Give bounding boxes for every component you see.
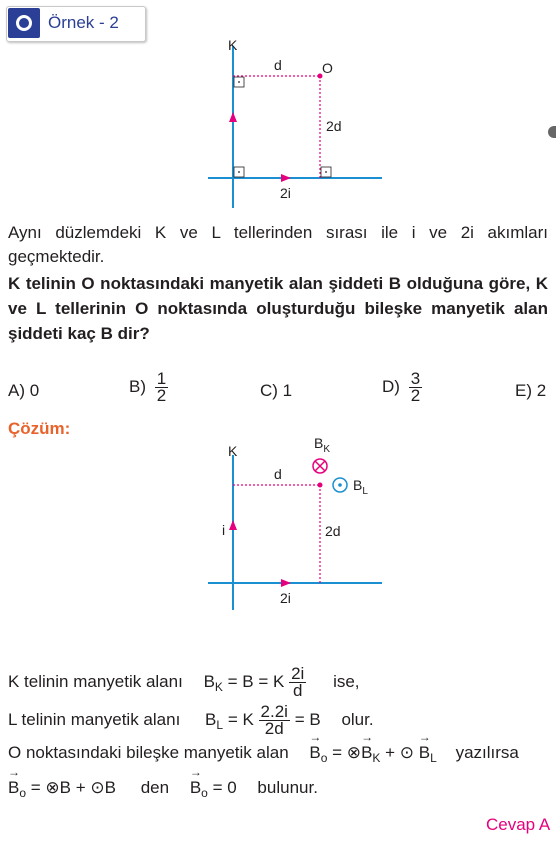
right-angle-dot [238, 81, 240, 83]
example-badge-icon [8, 8, 40, 38]
line1-text: K telinin manyetik alanı [8, 671, 183, 691]
line1-sub: K [214, 679, 223, 694]
line4-suffix: bulunur. [257, 778, 318, 797]
option-b[interactable] [129, 371, 168, 404]
current-arrow-l [281, 579, 291, 587]
line3-sub-l: L [430, 751, 437, 765]
answer-label: Cevap A [486, 815, 551, 834]
line4-eq: = ⊗B + ⊙B [30, 778, 116, 797]
solution-line-1 [8, 666, 360, 699]
line2-denominator: 2d [264, 719, 284, 738]
line3-sub-k: K [372, 751, 381, 765]
label-wire-k: K [228, 37, 238, 53]
option-b-denominator: 2 [156, 386, 167, 405]
line1-numerator: 2i [291, 664, 305, 683]
solution-line-4 [8, 778, 318, 800]
label-i: i [222, 522, 226, 538]
point-o [318, 483, 323, 488]
line3-vector-b: → B [309, 743, 320, 763]
label-2d: 2d [326, 118, 342, 134]
option-d-label: D) [382, 376, 400, 396]
label-wire-k: K [228, 443, 238, 459]
line4-den: den [140, 778, 170, 797]
option-d-fraction [409, 371, 422, 404]
into-page-symbol-icon [313, 459, 327, 473]
line1-bk: B [203, 671, 215, 691]
option-b-fraction [155, 371, 168, 404]
line1-eq: = B = K [227, 671, 285, 691]
option-d-numerator: 3 [410, 369, 421, 388]
line1-suffix: ise, [333, 671, 360, 691]
label-bl: $B_L$ [353, 477, 368, 497]
label-2i: 2i [280, 185, 291, 201]
option-d-denominator: 2 [410, 386, 421, 405]
solution-title: Çözüm: [8, 419, 71, 438]
out-of-page-symbol-icon [333, 478, 347, 492]
line4-sub-o: o [19, 786, 27, 800]
line4-sub-o2: o [201, 786, 208, 800]
current-arrow-k [229, 520, 237, 530]
example-title: Örnek - 2 [48, 13, 119, 32]
label-d: d [274, 57, 282, 73]
option-e[interactable]: E) 2 [515, 381, 547, 400]
line3-plus: + ⊙ [385, 743, 415, 762]
label-d: d [274, 466, 282, 482]
line3-vector-bl: → B [419, 743, 430, 763]
current-arrow-k [229, 112, 237, 122]
option-a[interactable]: A) 0 [8, 381, 40, 400]
line4-eq2: = 0 [212, 778, 237, 797]
solution-line-3 [8, 743, 519, 765]
label-2i: 2i [280, 590, 291, 606]
line4-vector-b: → B [8, 778, 19, 798]
line2-eq: = K [227, 709, 254, 729]
option-b-numerator: 1 [156, 369, 167, 388]
line2-eq2: = B [294, 709, 321, 729]
line1-denominator: d [292, 681, 303, 700]
line2-fraction [259, 704, 290, 737]
question-prompt: K telinin O noktasındaki manyetik alan şiddeti B olduğuna göre, K ve L tellerinin O noktasında oluşturduğu bileşke manyetik alan şiddeti kaç B dir? [8, 274, 548, 343]
label-point-o: O [322, 60, 333, 76]
line2-numerator: 2.2i [260, 702, 288, 721]
line2-suffix: olur. [341, 709, 374, 729]
line2-sub: L [216, 717, 224, 732]
option-d[interactable] [382, 371, 422, 404]
line2-text: L telinin manyetik alanı [8, 709, 181, 729]
line1-fraction [289, 666, 306, 699]
right-angle-dot [238, 171, 240, 173]
figure-wires-solution [190, 430, 390, 615]
right-angle-dot [325, 171, 327, 173]
line3-eq: = ⊗ [332, 743, 362, 762]
line3-vector-bk: → B [361, 743, 372, 763]
figure-wires-question [190, 36, 390, 212]
question-intro: Aynı düzlemdeki K ve L tellerinden sırası ile i ve 2i akımları geçmektedir. [8, 223, 548, 266]
line3-sub-o: o [320, 751, 328, 765]
page-edge-marker [548, 126, 556, 138]
line2-bl: B [205, 709, 217, 729]
option-c[interactable]: C) 1 [260, 381, 293, 400]
label-2d: 2d [325, 523, 341, 539]
line3-suffix: yazılırsa [455, 743, 519, 762]
line3-text: O noktasındaki bileşke manyetik alan [8, 743, 289, 762]
line4-vector-b2: → B [190, 778, 201, 798]
option-b-label: B) [129, 376, 146, 396]
label-bk: $B_K$ [314, 435, 331, 455]
current-arrow-l [281, 174, 291, 182]
